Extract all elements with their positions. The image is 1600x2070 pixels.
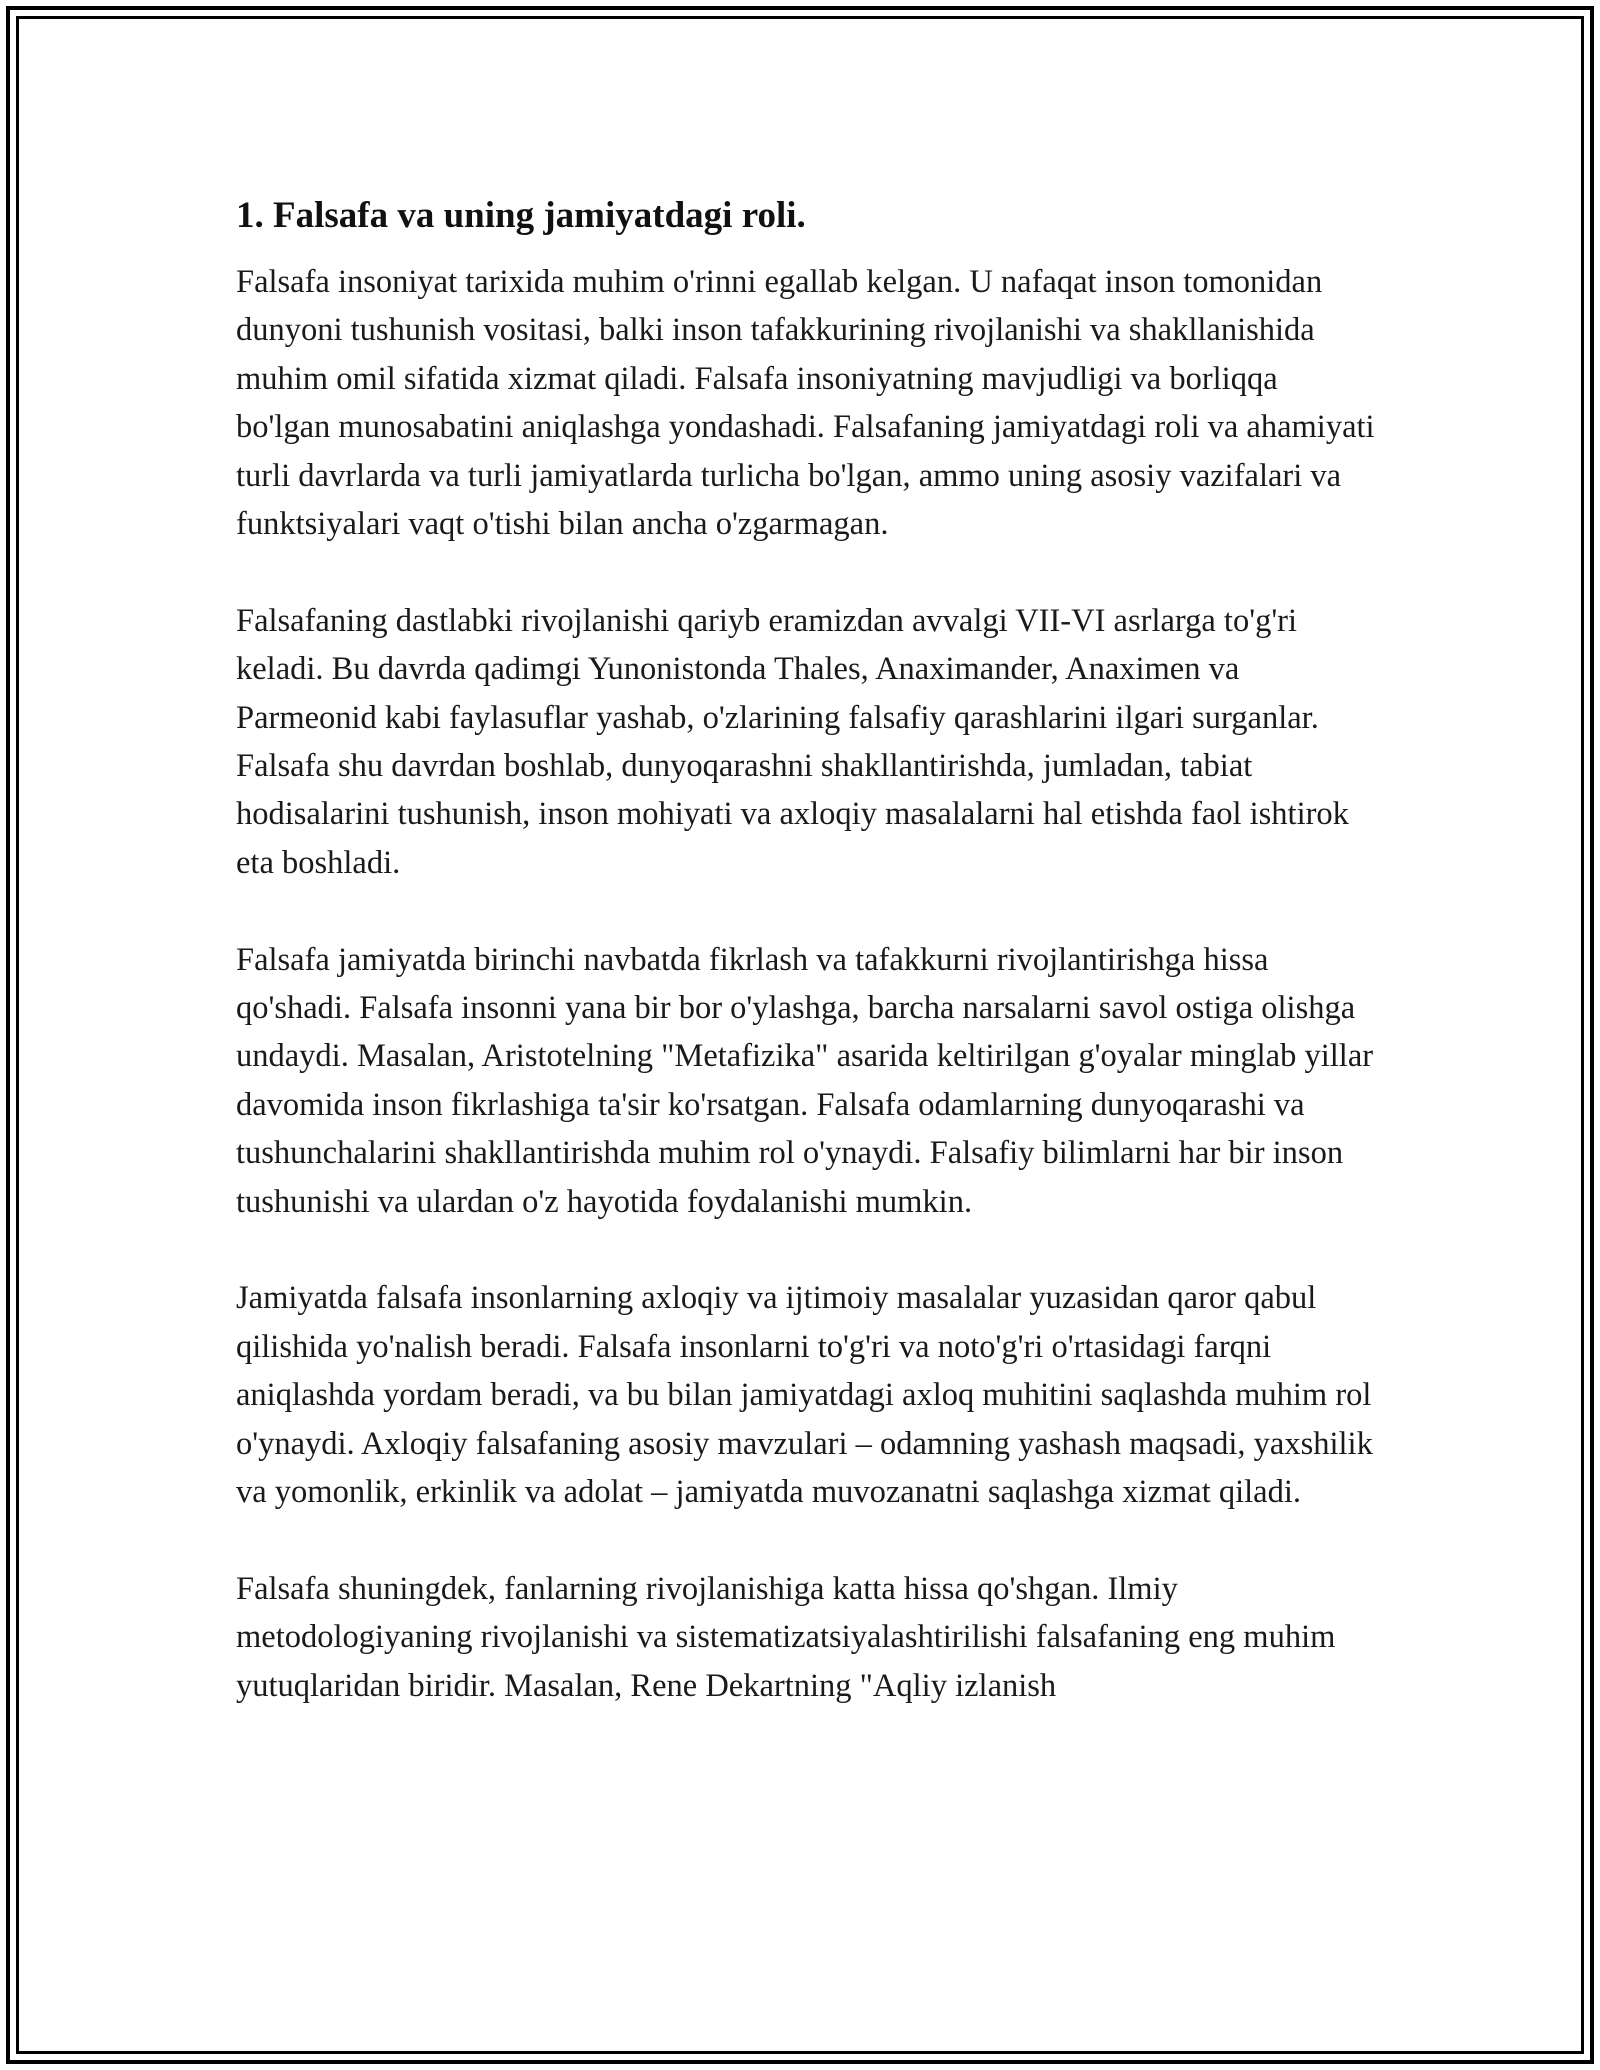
paragraph-5: Falsafa shuningdek, fanlarning rivojlanishiga katta hissa qo'shgan. Ilmiy metodologiyaning rivojlanishi va sistematizatsiyalashtirilishi falsafaning eng muhim yutuqlaridan biridir. Masalan, Rene Dekartning "Aqliy izlanish — [236, 1570, 1336, 1704]
paragraph-1: Falsafa insoniyat tarixida muhim o'rinni egallab kelgan. U nafaqat inson tomonidan dunyoni tushunish vositasi, balki inson tafakkurining rivojlanishi va shakllanishida muhim omil sifatida xizmat qiladi. Falsafa insoniyatning mavjudligi va borliqqa bo'lgan munosabatini aniqlashga yondashadi. Falsafaning jamiyatdagi roli va ahamiyati turli davrlarda va turli jamiyatlarda turlicha bo'lgan, ammo uning asosiy vazifalari va funktsiyalari vaqt o'tishi bilan ancha o'zgarmagan. — [236, 264, 1375, 543]
paragraph-4: Jamiyatda falsafa insonlarning axloqiy va ijtimoiy masalalar yuzasidan qaror qabul qilishida yo'nalish beradi. Falsafa insonlarni to'g'ri va noto'g'ri o'rtasidagi farqni aniqlashda yordam beradi, va bu bilan jamiyatdagi axloq muhitini saqlashda muhim rol o'ynaydi. Axloqiy falsafaning asosiy mavzulari – odamning yashash maqsadi, yaxshilik va yomonlik, erkinlik va adolat – jamiyatda muvozanatni saqlashga xizmat qiladi. — [236, 1280, 1373, 1511]
document-body — [236, 186, 1376, 1759]
paragraph-3: Falsafa jamiyatda birinchi navbatda fikrlash va tafakkurni rivojlantirishga hissa qo'shadi. Falsafa insonni yana bir bor o'ylashga, barcha narsalarni savol ostiga olishga undaydi. Masalan, Aristotelning "Metafizika" asarida keltirilgan g'oyalar minglab yillar davomida inson fikrlashiga ta'sir ko'rsatgan. Falsafa odamlarning dunyoqarashi va tushunchalarini shakllantirishda muhim rol o'ynaydi. Falsafiy bilimlarni har bir inson tushunishi va ulardan o'z hayotida foydalanishi mumkin. — [236, 941, 1374, 1220]
document-heading: 1. Falsafa va uning jamiyatdagi roli. — [236, 195, 806, 236]
paragraph-2: Falsafaning dastlabki rivojlanishi qariyb eramizdan avvalgi VII-VI asrlarga to'g'ri keladi. Bu davrda qadimgi Yunonistonda Thales, Anaximander, Anaximen va Parmeonid kabi faylasuflar yashab, o'zlarining falsafiy qarashlarini ilgari surganlar. Falsafa shu davrdan boshlab, dunyoqarashni shakllantirishda, jumladan, tabiat hodisalarini tushunish, inson mohiyati va axloqiy masalalarni hal etishda faol ishtirok eta boshladi. — [236, 602, 1349, 881]
